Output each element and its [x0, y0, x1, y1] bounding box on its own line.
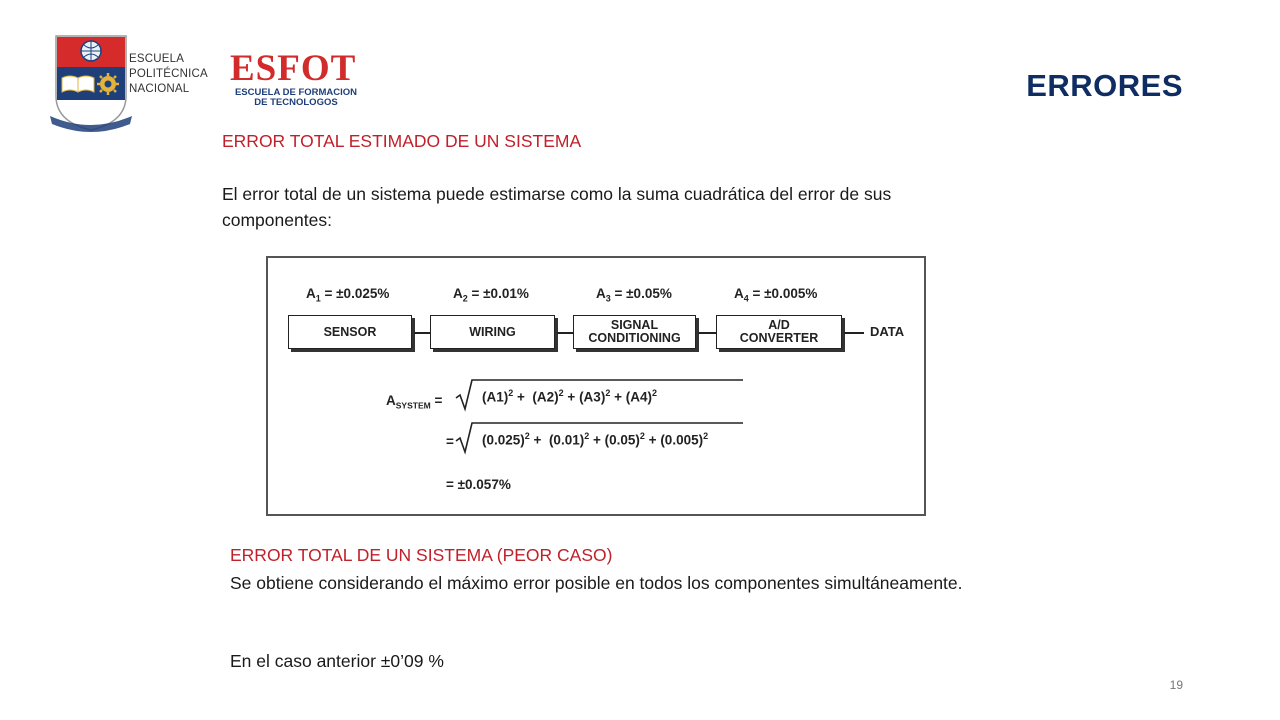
section2-heading: ERROR TOTAL DE UN SISTEMA (PEOR CASO) [230, 545, 613, 565]
epn-name [129, 52, 208, 97]
data-output-label: DATA [870, 324, 905, 339]
epn-name-line: NACIONAL [129, 83, 190, 95]
section2-text: Se obtiene considerando el máximo error posible en todos los componentes simultáneamente. [230, 573, 963, 593]
section2-note: En el caso anterior ±0’09 % [230, 651, 444, 671]
book-icon [62, 76, 94, 92]
section1-heading: ERROR TOTAL ESTIMADO DE UN SISTEMA [222, 131, 582, 151]
equation-line-2: $(0.025)^2 + (0.01)^2 + (0.05)^2 + (0.005)^2$ [482, 431, 709, 448]
equation-result: = ±0.057% [446, 477, 511, 492]
esfot-logo-subtitle [228, 88, 364, 108]
esfot-subtitle-line: ESCUELA DE FORMACION [234, 87, 358, 98]
equation-line-1: $(A1)^2 + (A2)^2 + (A3)^2 + (A4)^2$ [482, 388, 657, 405]
accuracy-label-3: $A_3 = \pm 0.05\%$ [596, 286, 672, 304]
block-sensor: SENSOR [288, 315, 412, 349]
system-error-figure [266, 256, 926, 516]
accuracy-label-1: $A_1 = \pm 0.025\%$ [306, 286, 390, 304]
equation-equals: = [446, 434, 454, 449]
esfot-subtitle-line: DE TECNOLOGOS [254, 97, 338, 108]
slide-title: ERRORES [1026, 68, 1183, 103]
equation-lhs: $A_{SYSTEM}$ = [386, 393, 443, 411]
section1-text: El error total de un sistema puede estimarse como la suma cuadrática del error de sus componentes: [222, 184, 892, 230]
connector-line [557, 332, 573, 334]
connector-line [844, 332, 864, 334]
accuracy-label-4: $A_4 = \pm 0.005\%$ [734, 286, 818, 304]
page-number: 19 [1169, 678, 1183, 692]
epn-name-line: ESCUELA [129, 53, 185, 65]
epn-name-line: POLITÉCNICA [129, 68, 208, 80]
block-ad-converter: A/D CONVERTER [716, 315, 842, 349]
connector-line [698, 332, 716, 334]
accuracy-label-2: $A_2 = \pm 0.01\%$ [453, 286, 529, 304]
block-wiring: WIRING [430, 315, 555, 349]
esfot-logo-title: ESFOT [230, 48, 357, 89]
block-signal-conditioning: SIGNAL CONDITIONING [573, 315, 696, 349]
connector-line [414, 332, 430, 334]
